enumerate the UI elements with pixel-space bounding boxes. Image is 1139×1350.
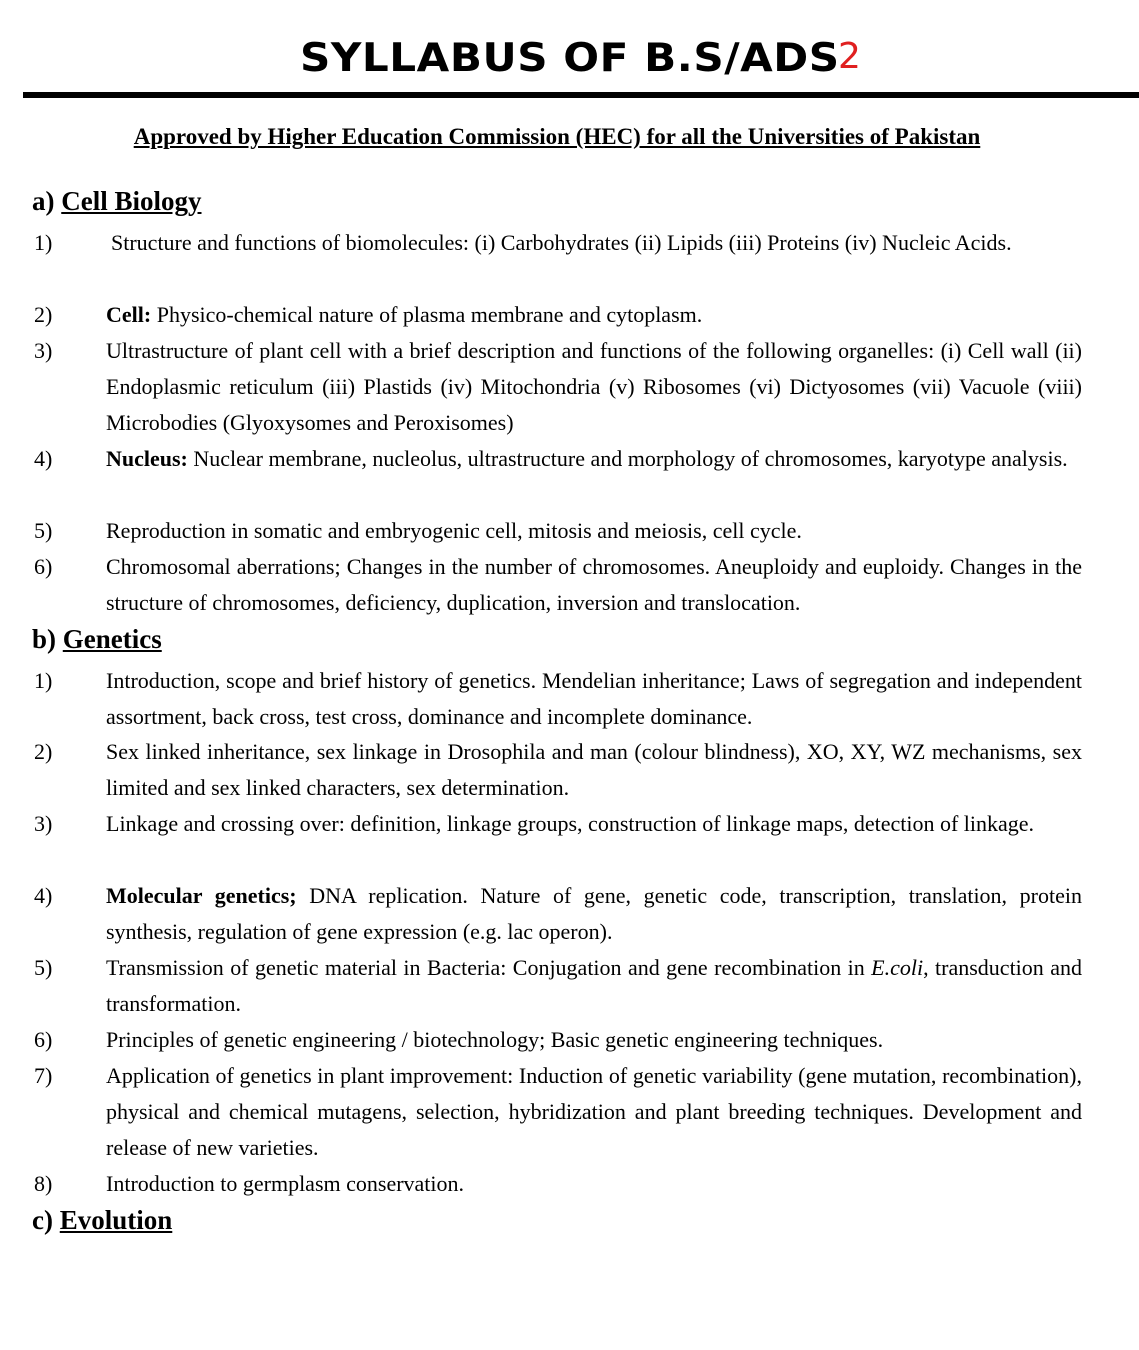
section-heading-genetics [32, 624, 162, 655]
item-number: 6) [34, 554, 53, 579]
item-italic-term: E.coli [871, 955, 924, 980]
header-divider [23, 92, 1139, 98]
item-number: 2) [34, 302, 53, 327]
page-title: SYLLABUS OF B.S/ADS [299, 36, 840, 81]
item-number: 8) [34, 1171, 53, 1196]
item-number: 1) [34, 230, 53, 255]
list-item [34, 1058, 1082, 1166]
page-number: 2 [838, 36, 861, 77]
section-name: Cell Biology [61, 186, 202, 216]
item-text: Structure and functions of biomolecules: (i) Carbohydrates (ii) Lipids (iii) Proteins (iv) Nucleic Acids. [111, 230, 1012, 255]
item-number: 4) [34, 883, 53, 908]
item-text: Application of genetics in plant improvement: Induction of genetic variability (gene mutation, recombination), physical and chemical mutagens, selection, hybridization and plant breeding techniques. Development and release of new varieties. [106, 1063, 1082, 1160]
document-header [0, 36, 1139, 81]
section-letter: b) [32, 624, 57, 654]
item-text: Introduction, scope and brief history of genetics. Mendelian inheritance; Laws of segregation and independent assortment, back cross, test cross, dominance and incomplete dominance. [106, 668, 1082, 729]
item-bold-lead: Cell: [106, 302, 152, 327]
item-text: Introduction to germplasm conservation. [106, 1171, 465, 1196]
section-heading-cell-biology [32, 186, 202, 217]
section-heading-evolution [32, 1205, 172, 1236]
list-item [34, 225, 1082, 261]
list-item [34, 663, 1082, 735]
item-bold-lead: Nucleus: [106, 446, 188, 471]
item-bold-lead: Molecular genetics; [106, 883, 297, 908]
item-text: DNA replication. Nature of gene, genetic code, transcription, translation, protein synthesis, regulation of gene expression (e.g. lac operon). [106, 883, 1082, 944]
list-item [34, 950, 1082, 1022]
item-number: 5) [34, 518, 53, 543]
item-text: Nuclear membrane, nucleolus, ultrastructure and morphology of chromosomes, karyotype analysis. [187, 446, 1068, 471]
item-text: Reproduction in somatic and embryogenic cell, mitosis and meiosis, cell cycle. [106, 518, 802, 543]
list-item [34, 1166, 1082, 1202]
list-item [34, 1022, 1082, 1058]
item-text: Principles of genetic engineering / biotechnology; Basic genetic engineering techniques. [106, 1027, 884, 1052]
section-name: Genetics [62, 624, 162, 654]
item-number: 2) [34, 739, 53, 764]
item-text: Physico-chemical nature of plasma membrane and cytoplasm. [151, 302, 703, 327]
item-text: Ultrastructure of plant cell with a brief description and functions of the following organelles: (i) Cell wall (ii) Endoplasmic reticulum (iii) Plastids (iv) Mitochondria (v) Ribosomes (vi) Dictyosomes (vii) Vacuole (viii) Microbodies (Glyoxysomes and Peroxisomes) [106, 338, 1082, 435]
item-text: Linkage and crossing over: definition, linkage groups, construction of linkage maps, detection of linkage. [106, 811, 1035, 836]
list-item [34, 878, 1082, 950]
list-item [34, 549, 1082, 621]
approval-subtitle: Approved by Higher Education Commission (HEC) for all the Universities of Pakistan [133, 124, 981, 149]
section-letter: c) [32, 1205, 53, 1235]
list-item [34, 333, 1082, 441]
item-text: Transmission of genetic material in Bacteria: Conjugation and gene recombination in [106, 955, 872, 980]
list-item [34, 441, 1082, 477]
item-number: 3) [34, 338, 53, 363]
section-letter: a) [32, 186, 55, 216]
list-item [34, 734, 1082, 806]
item-text: Chromosomal aberrations; Changes in the number of chromosomes. Aneuploidy and euploidy. Changes in the structure of chromosomes, deficiency, duplication, inversion and translocation. [106, 554, 1082, 615]
item-number: 3) [34, 811, 53, 836]
item-text-continued: , transduction and transformation. [106, 955, 1082, 1016]
list-item [34, 297, 1082, 333]
section-name: Evolution [59, 1205, 173, 1235]
item-number: 6) [34, 1027, 53, 1052]
item-text: Sex linked inheritance, sex linkage in Drosophila and man (colour blindness), XO, XY, WZ mechanisms, sex limited and sex linked characters, sex determination. [106, 739, 1082, 800]
item-number: 5) [34, 955, 53, 980]
list-item [34, 806, 1082, 842]
item-number: 1) [34, 668, 53, 693]
item-number: 7) [34, 1063, 53, 1088]
list-item [34, 513, 1082, 549]
item-number: 4) [34, 446, 53, 471]
